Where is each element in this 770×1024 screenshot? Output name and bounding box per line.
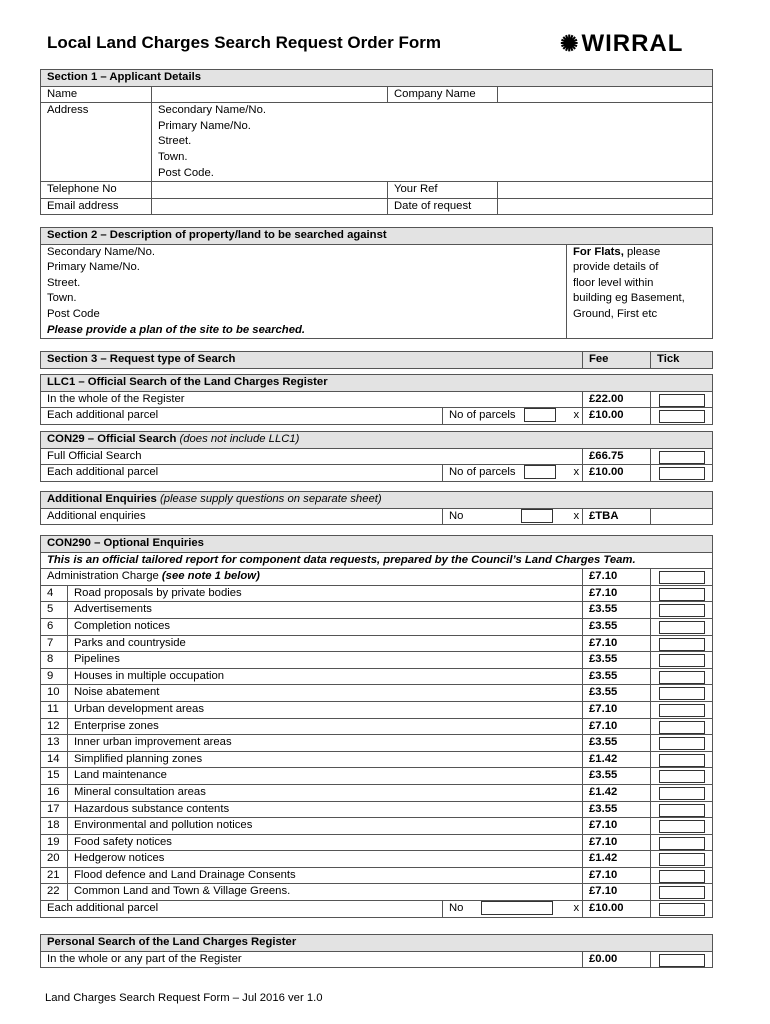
- con29-table: [40, 431, 713, 482]
- fee-header: Fee: [583, 352, 651, 369]
- con290-item-number: 15: [41, 768, 68, 785]
- additional-tick-cell: [651, 508, 713, 525]
- con290-item-number: 19: [41, 834, 68, 851]
- con290-item-tick-cell: [651, 834, 713, 851]
- telephone-label: Telephone No: [41, 182, 152, 199]
- con290-item-label: Urban development areas: [68, 701, 583, 718]
- con290-item-label: Land maintenance: [68, 768, 583, 785]
- section2-table: [40, 227, 713, 339]
- con290-item-number: 12: [41, 718, 68, 735]
- llc1-parcels-label: No of parcels: [449, 409, 516, 422]
- address-label: Address: [41, 103, 152, 182]
- llc1-fee: £22.00: [583, 391, 651, 408]
- con290-item-row: [41, 685, 713, 702]
- con290-item-label: Common Land and Town & Village Greens.: [68, 884, 583, 901]
- con290-item-fee: £7.10: [583, 718, 651, 735]
- footer-text: Land Charges Search Request Form – Jul 2016 ver 1.0: [45, 992, 323, 1004]
- llc1-header: LLC1 – Official Search of the Land Charges Register: [41, 375, 713, 392]
- additional-header-note: (please supply questions on separate sheet): [159, 493, 382, 505]
- llc1-parcel-tick-cell: [651, 408, 713, 425]
- con290-item-tick-cell: [651, 867, 713, 884]
- con290-parcel-label: Each additional parcel: [41, 901, 443, 918]
- con290-item-number: 17: [41, 801, 68, 818]
- flats-note-bold: For Flats,: [573, 245, 624, 258]
- con290-item-number: 11: [41, 701, 68, 718]
- address-line: Secondary Name/No.: [158, 104, 266, 117]
- additional-header: [41, 492, 713, 509]
- con290-item-label: Road proposals by private bodies: [68, 585, 583, 602]
- section3-header: Section 3 – Request type of Search: [41, 352, 583, 369]
- additional-row-label: Additional enquiries: [41, 508, 443, 525]
- con290-item-tick-box[interactable]: [659, 853, 705, 866]
- con29-parcel-label: Each additional parcel: [41, 465, 443, 482]
- con290-item-tick-cell: [651, 718, 713, 735]
- email-field[interactable]: [152, 198, 388, 215]
- con290-item-fee: £3.55: [583, 602, 651, 619]
- section2-header: Section 2 – Description of property/land to be searched against: [41, 228, 713, 245]
- property-line: Primary Name/No.: [47, 261, 140, 274]
- admin-charge-label: [41, 569, 583, 586]
- llc1-parcel-fee: £10.00: [583, 408, 651, 425]
- con290-item-number: 6: [41, 618, 68, 635]
- admin-charge-note: (see note 1 below): [161, 570, 260, 583]
- con290-item-fee: £3.55: [583, 618, 651, 635]
- con290-item-number: 21: [41, 867, 68, 884]
- additional-no-label: No: [449, 509, 464, 522]
- con290-item-row: [41, 818, 713, 835]
- page-title: Local Land Charges Search Request Order Form: [47, 33, 441, 52]
- con290-item-number: 16: [41, 784, 68, 801]
- personal-header: Personal Search of the Land Charges Register: [41, 935, 713, 952]
- address-field[interactable]: [152, 103, 713, 182]
- email-label: Email address: [41, 198, 152, 215]
- con290-item-label: Hazardous substance contents: [68, 801, 583, 818]
- con29-header-text: CON29 – Official Search: [47, 433, 177, 445]
- con29-parcel-tick-box[interactable]: [659, 467, 705, 480]
- con290-header: CON290 – Optional Enquiries: [41, 536, 713, 553]
- section3-table: [40, 351, 713, 369]
- section1-header: Section 1 – Applicant Details: [41, 70, 713, 87]
- con290-item-row: [41, 801, 713, 818]
- con290-item-label: Inner urban improvement areas: [68, 735, 583, 752]
- con290-item-tick-cell: [651, 784, 713, 801]
- con290-item-tick-box[interactable]: [659, 704, 705, 717]
- additional-fee: £TBA: [583, 508, 651, 525]
- con290-item-tick-cell: [651, 668, 713, 685]
- con290-item-tick-cell: [651, 701, 713, 718]
- section1-table: [40, 69, 713, 215]
- flats-note-line: floor level within: [573, 276, 654, 289]
- con290-item-row: [41, 668, 713, 685]
- admin-charge-fee: £7.10: [583, 569, 651, 586]
- con290-item-row: [41, 851, 713, 868]
- additional-table: [40, 491, 713, 525]
- con290-parcel-tick-box[interactable]: [659, 903, 705, 916]
- con290-item-label: Houses in multiple occupation: [68, 668, 583, 685]
- con290-item-label: Simplified planning zones: [68, 751, 583, 768]
- con290-item-tick-cell: [651, 768, 713, 785]
- con290-item-row: [41, 701, 713, 718]
- con290-item-number: 8: [41, 652, 68, 669]
- con290-item-fee: £7.10: [583, 701, 651, 718]
- con290-item-row: [41, 618, 713, 635]
- tick-header: Tick: [651, 352, 713, 369]
- telephone-field[interactable]: [152, 182, 388, 199]
- con290-item-label: Hedgerow notices: [68, 851, 583, 868]
- con290-item-fee: £7.10: [583, 585, 651, 602]
- con290-item-number: 14: [41, 751, 68, 768]
- con290-item-tick-box[interactable]: [659, 588, 705, 601]
- con290-item-tick-box[interactable]: [659, 687, 705, 700]
- property-description-field[interactable]: [41, 244, 567, 339]
- con290-item-fee: £3.55: [583, 735, 651, 752]
- con290-item-label: Completion notices: [68, 618, 583, 635]
- con290-item-tick-box[interactable]: [659, 886, 705, 899]
- con290-item-fee: £1.42: [583, 784, 651, 801]
- con290-item-tick-box[interactable]: [659, 787, 705, 800]
- plan-note: Please provide a plan of the site to be searched.: [47, 323, 306, 336]
- con290-no-label: No: [449, 902, 464, 915]
- con290-item-tick-box[interactable]: [659, 804, 705, 817]
- con29-fee: £66.75: [583, 448, 651, 465]
- con290-item-fee: £3.55: [583, 801, 651, 818]
- con29-x: x: [568, 465, 583, 482]
- con290-item-fee: £1.42: [583, 751, 651, 768]
- company-field[interactable]: [498, 86, 713, 103]
- llc1-parcel-tick-box[interactable]: [659, 410, 705, 423]
- con290-item-number: 10: [41, 685, 68, 702]
- con290-item-tick-box[interactable]: [659, 721, 705, 734]
- admin-charge-text: Administration Charge: [47, 570, 159, 583]
- con290-item-tick-box[interactable]: [659, 638, 705, 651]
- con290-item-tick-cell: [651, 851, 713, 868]
- con290-item-row: [41, 585, 713, 602]
- con290-item-label: Mineral consultation areas: [68, 784, 583, 801]
- llc1-tick-box[interactable]: [659, 394, 705, 407]
- con290-item-number: 13: [41, 735, 68, 752]
- date-label: Date of request: [388, 198, 498, 215]
- llc1-tick-cell: [651, 391, 713, 408]
- date-field[interactable]: [498, 198, 713, 215]
- con290-item-number: 5: [41, 602, 68, 619]
- con29-parcel-fee: £10.00: [583, 465, 651, 482]
- additional-header-text: Additional Enquiries: [47, 493, 157, 505]
- admin-tick-box[interactable]: [659, 571, 705, 584]
- additional-no-input[interactable]: [521, 509, 553, 523]
- con290-item-tick-cell: [651, 585, 713, 602]
- con290-item-fee: £7.10: [583, 867, 651, 884]
- con290-item-row: [41, 718, 713, 735]
- con290-item-fee: £1.42: [583, 851, 651, 868]
- con290-item-row: [41, 751, 713, 768]
- con290-item-label: Flood defence and Land Drainage Consents: [68, 867, 583, 884]
- con290-item-fee: £3.55: [583, 652, 651, 669]
- con290-item-fee: £7.10: [583, 635, 651, 652]
- admin-tick-cell: [651, 569, 713, 586]
- flats-note: [567, 244, 713, 339]
- wirral-logo: [560, 30, 683, 58]
- yourref-label: Your Ref: [388, 182, 498, 199]
- con290-item-fee: £3.55: [583, 685, 651, 702]
- con290-item-label: Pipelines: [68, 652, 583, 669]
- personal-row-label: In the whole or any part of the Register: [41, 951, 583, 968]
- con290-item-tick-box[interactable]: [659, 671, 705, 684]
- con290-item-number: 7: [41, 635, 68, 652]
- con290-item-fee: £7.10: [583, 834, 651, 851]
- address-line: Primary Name/No.: [158, 119, 251, 132]
- personal-table: [40, 934, 713, 968]
- con290-item-tick-cell: [651, 751, 713, 768]
- con290-item-row: [41, 784, 713, 801]
- con290-parcel-tick-cell: [651, 901, 713, 918]
- con290-item-tick-box[interactable]: [659, 837, 705, 850]
- personal-fee: £0.00: [583, 951, 651, 968]
- llc1-table: [40, 374, 713, 425]
- con29-tick-cell: [651, 448, 713, 465]
- logo-text: WIRRAL: [581, 30, 684, 57]
- con29-parcels-label: No of parcels: [449, 466, 516, 479]
- con290-item-tick-box[interactable]: [659, 604, 705, 617]
- con290-item-tick-cell: [651, 801, 713, 818]
- company-label: Company Name: [388, 86, 498, 103]
- con290-item-tick-box[interactable]: [659, 820, 705, 833]
- property-line: Post Code: [47, 307, 100, 320]
- con290-item-label: Environmental and pollution notices: [68, 818, 583, 835]
- con290-no-cell: [443, 901, 568, 918]
- con290-item-tick-cell: [651, 602, 713, 619]
- con290-item-tick-cell: [651, 635, 713, 652]
- con290-item-row: [41, 735, 713, 752]
- con29-tick-box[interactable]: [659, 451, 705, 464]
- con290-item-tick-box[interactable]: [659, 737, 705, 750]
- con290-item-fee: £3.55: [583, 768, 651, 785]
- llc1-row-label: In the whole of the Register: [41, 391, 583, 408]
- con290-parcel-fee: £10.00: [583, 901, 651, 918]
- address-line: Town.: [158, 150, 188, 163]
- con290-item-number: 20: [41, 851, 68, 868]
- con290-item-number: 4: [41, 585, 68, 602]
- con29-parcels-cell: [443, 465, 568, 482]
- con290-item-tick-cell: [651, 735, 713, 752]
- property-line: Town.: [47, 292, 77, 305]
- con290-item-label: Food safety notices: [68, 834, 583, 851]
- con290-item-fee: £7.10: [583, 818, 651, 835]
- address-line: Street.: [158, 135, 192, 148]
- llc1-x: x: [568, 408, 583, 425]
- con290-no-input[interactable]: [481, 901, 553, 915]
- con290-item-tick-box[interactable]: [659, 621, 705, 634]
- property-line: Street.: [47, 276, 81, 289]
- star-emblem-icon: ✺: [560, 31, 580, 56]
- llc1-parcel-label: Each additional parcel: [41, 408, 443, 425]
- con290-item-tick-box[interactable]: [659, 754, 705, 767]
- con29-header-note: (does not include LLC1): [179, 433, 300, 445]
- con290-item-number: 9: [41, 668, 68, 685]
- personal-tick-box[interactable]: [659, 954, 705, 967]
- con290-item-tick-cell: [651, 618, 713, 635]
- con290-item-tick-cell: [651, 652, 713, 669]
- name-label: Name: [41, 86, 152, 103]
- con29-parcels-input[interactable]: [524, 465, 556, 479]
- flats-note-line: building eg Basement,: [573, 292, 685, 305]
- flats-note-line: provide details of: [573, 261, 659, 274]
- con290-item-label: Enterprise zones: [68, 718, 583, 735]
- con290-item-row: [41, 635, 713, 652]
- con290-item-tick-box[interactable]: [659, 870, 705, 883]
- con290-item-row: [41, 834, 713, 851]
- llc1-parcels-cell: [443, 408, 568, 425]
- con290-item-number: 18: [41, 818, 68, 835]
- con290-item-number: 22: [41, 884, 68, 901]
- con290-item-tick-cell: [651, 884, 713, 901]
- con290-item-tick-box[interactable]: [659, 770, 705, 783]
- con290-item-label: Advertisements: [68, 602, 583, 619]
- con290-item-label: Noise abatement: [68, 685, 583, 702]
- con290-item-fee: £3.55: [583, 668, 651, 685]
- yourref-field[interactable]: [498, 182, 713, 199]
- con290-item-tick-cell: [651, 685, 713, 702]
- flats-note-line: Ground, First etc: [573, 307, 658, 320]
- con29-header: [41, 432, 713, 449]
- con29-row-label: Full Official Search: [41, 448, 583, 465]
- property-line: Secondary Name/No.: [47, 245, 155, 258]
- con290-item-row: [41, 652, 713, 669]
- name-field[interactable]: [152, 86, 388, 103]
- additional-no-cell: [443, 508, 568, 525]
- address-line: Post Code.: [158, 166, 214, 179]
- con290-item-row: [41, 602, 713, 619]
- con290-item-row: [41, 768, 713, 785]
- con290-item-row: [41, 884, 713, 901]
- con29-parcel-tick-cell: [651, 465, 713, 482]
- con290-x: x: [568, 901, 583, 918]
- con290-item-tick-box[interactable]: [659, 654, 705, 667]
- con290-item-fee: £7.10: [583, 884, 651, 901]
- con290-item-row: [41, 867, 713, 884]
- con290-subheader: This is an official tailored report for component data requests, prepared by the Council’s Land Charges Team.: [41, 552, 713, 569]
- llc1-parcels-input[interactable]: [524, 408, 556, 422]
- con290-table: [40, 535, 713, 918]
- additional-x: x: [568, 508, 583, 525]
- con290-item-tick-cell: [651, 818, 713, 835]
- con290-item-label: Parks and countryside: [68, 635, 583, 652]
- flats-note-text: please: [623, 245, 661, 258]
- personal-tick-cell: [651, 951, 713, 968]
